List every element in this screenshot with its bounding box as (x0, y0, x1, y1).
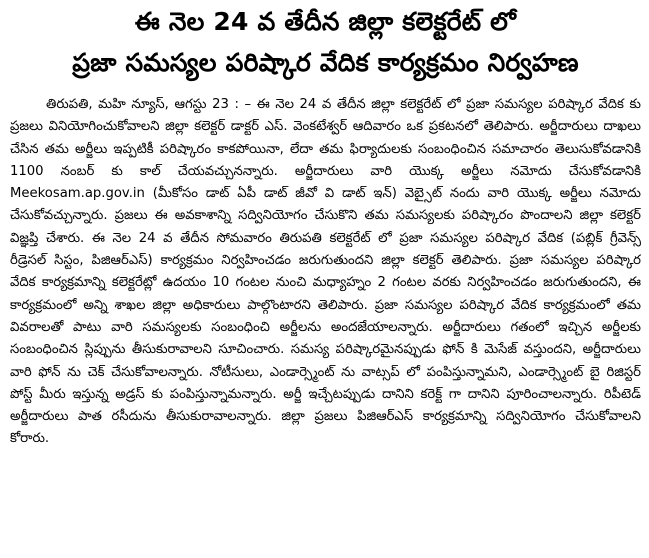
headline-line-2: ప్రజా సమస్యల పరిష్కార వేదిక కార్యక్రమం నిర్వహణ (72, 48, 579, 77)
headline-line-1: ఈ నెల 24 వ తేదీన జిల్లా కలెక్టరేట్ లో (134, 7, 517, 36)
article-body (10, 94, 641, 451)
article-text: ఈ నెల 24 వ తేదీన జిల్లా కలెక్టరేట్ లో ప్రజా సమస్యల పరిష్కార వేదిక కు ప్రజలు వినియోగించుకోవాలని జిల్లా కలెక్టర్ డాక్టర్ ఎస్. వెంకటేశ్వర్ ఆదివారం ఒక ప్రకటనలో తెలిపారు. అర్జీదారులు దాఖలు చేసిన తమ అర్జీలు ఇప్పటికీ పరిష్కారం కాకపోయినా, లేదా తమ ఫిర్యాదులకు సంబంధించిన సమాచారం తెలుసుకోవడానికి 1100 నంబర్ కు కాల్ చేయవచ్చునన్నారు. అర్జీదారులు వారి యొక్క అర్జీలు నమోదు చేసుకోవడానికి Meekosam.ap.gov.in (మీకోసం డాట్ ఏపీ డాట్ జీవో వి డాట్ ఇన్) వెబ్సైట్ నందు వారి యొక్క అర్జీలు నమోదు చేసుకోవచ్చున్నారు. ప్రజలు ఈ అవకాశాన్ని సద్వినియోగం చేసుకొని తమ సమస్యలకు పరిష్కారం పొందాలని జిల్లా కలెక్టర్ విజ్ఞప్తి చేశారు. ఈ నెల 24 వ తేదీన సోమవారం తిరుపతి కలెక్టరేట్ లో ప్రజా సమస్యల పరిష్కార వేదిక (పబ్లిక్ గ్రీవెన్స్ రీడ్రెసల్ సిస్టం, పిజిఆర్ఎస్) కార్యక్రమం నిర్వహించడం జరుగుతుందని జిల్లా కలెక్టర్ తెలిపారు. ప్రజా సమస్యల పరిష్కార వేదిక కార్యక్రమాన్ని కలెక్టరేట్లో ఉదయం 10 గంటల నుంచి మధ్యాహ్నం 2 గంటల వరకు నిర్వహించడం జరుగుతుందని, ఈ కార్యక్రమంలో అన్ని శాఖల జిల్లా అధికారులు పాల్గొంటారని తెలిపారు. ప్రజా సమస్యల పరిష్కార వేదిక కార్యక్రమంలో తమ వివరాలతో పాటు వారి సమస్యలకు సంబంధించి అర్జీలను అందజేయాలన్నారు. అర్జీదారులు గతంలో ఇచ్చిన అర్జీలకు సంబంధించిన స్లిప్పును తీసుకురావాలని సూచించారు. సమస్య పరిష్కారమైనప్పుడు ఫోన్ కి మెసేజ్ వస్తుందని, అర్జీదారులు వారి ఫోన్ ను చెక్ చేసుకోవాలన్నారు. నోటీసులు, ఎండార్స్మెంట్ ను వాట్సప్ లో పంపిస్తున్నామని, ఎండార్స్మెంట్ బై రిజిస్టర్ పోస్ట్ మీరు ఇస్తున్న అడ్రస్ కు పంపిస్తున్నామన్నారు. అర్జీ ఇచ్చేటప్పుడు దానిని కరెక్ట్ గా దానిని పూరించాలన్నారు. రిపీటెడ్ అర్జీదారులు పాత రసీదును తీసుకురావాలన్నారు. జిల్లా ప్రజలు పిజిఆర్ఎస్ కార్యక్రమాన్ని సద్వినియోగం చేసుకోవాలని కోరారు. (10, 97, 641, 447)
article-dateline: తిరుపతి, మహి న్యూస్, ఆగస్టు 23 : – (46, 97, 252, 112)
